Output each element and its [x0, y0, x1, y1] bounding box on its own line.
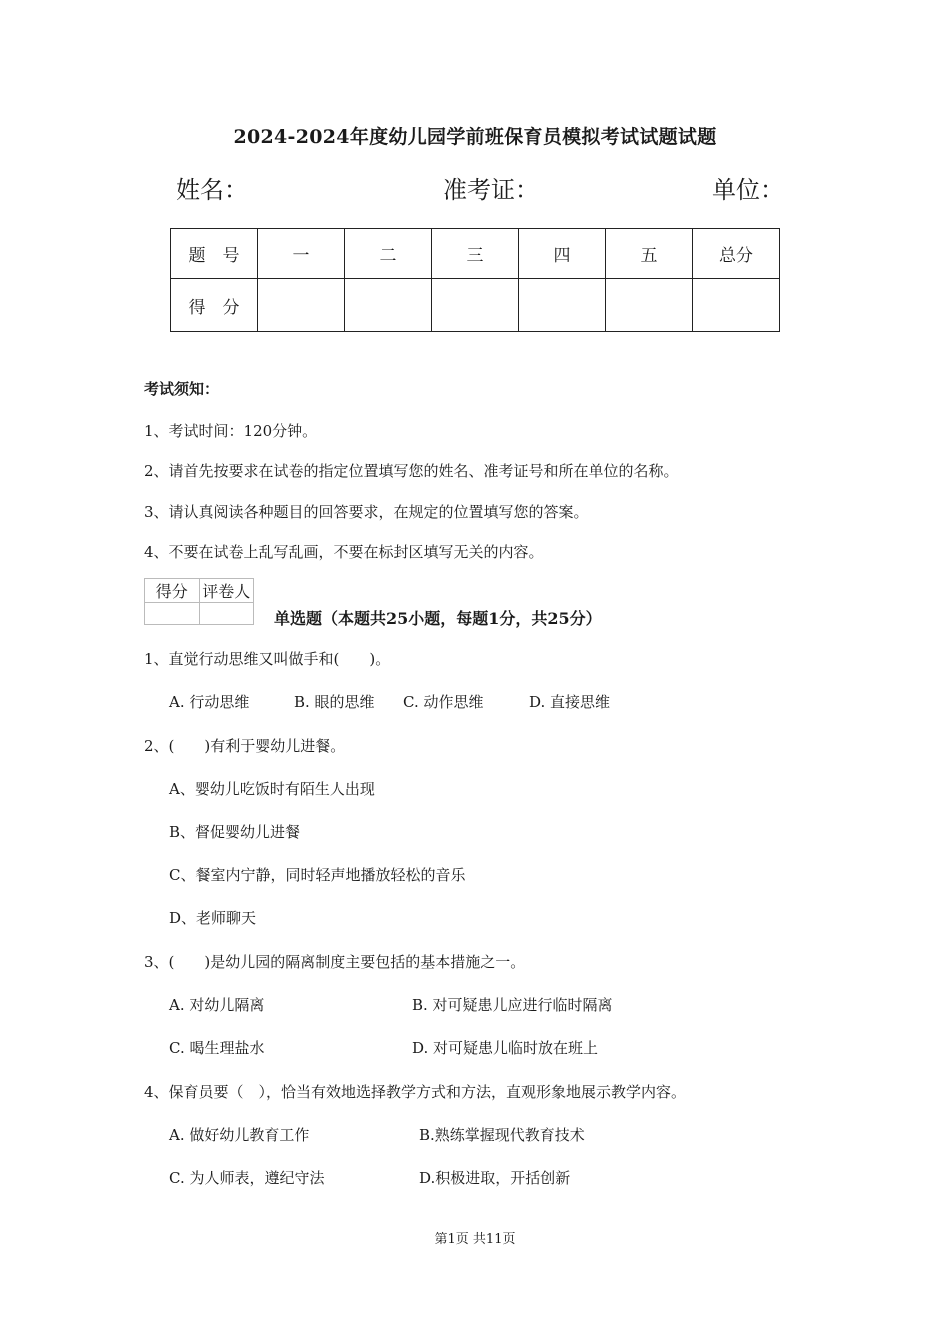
grader-score-label: 得分	[145, 579, 200, 603]
score-table-score-label: 得 分	[171, 279, 258, 332]
page-footer: 第1页 共11页	[434, 1232, 516, 1247]
question-option[interactable]: B、督促婴幼儿进餐	[169, 823, 301, 841]
score-cell[interactable]	[345, 279, 432, 332]
score-table-header-cell: 总分	[693, 229, 780, 279]
question-option[interactable]: D、老师聊天	[169, 909, 257, 927]
score-cell[interactable]	[693, 279, 780, 332]
unit-field-label: 单位：	[712, 176, 784, 204]
score-table-score-row	[171, 279, 780, 332]
question-option[interactable]: D. 直接思维	[529, 693, 611, 711]
question-option[interactable]: C. 喝生理盐水	[169, 1039, 265, 1057]
question-option[interactable]: B. 对可疑患儿应进行临时隔离	[412, 996, 613, 1014]
question-stem: 2、( )有利于婴幼儿进餐。	[144, 737, 346, 755]
note-item: 1、考试时间：120分钟。	[144, 422, 318, 440]
question-option[interactable]: C. 为人师表，遵纪守法	[169, 1169, 325, 1187]
question-option[interactable]: C、餐室内宁静，同时轻声地播放轻松的音乐	[169, 866, 466, 884]
note-item: 4、不要在试卷上乱写乱画，不要在标封区填写无关的内容。	[144, 543, 544, 561]
grader-reviewer-cell[interactable]	[199, 603, 254, 625]
score-table-header-cell: 四	[519, 229, 606, 279]
score-cell[interactable]	[258, 279, 345, 332]
score-cell[interactable]	[606, 279, 693, 332]
score-table-header-cell: 三	[432, 229, 519, 279]
notes-title: 考试须知：	[144, 380, 220, 398]
score-table-header-row	[171, 229, 780, 279]
note-item: 2、请首先按要求在试卷的指定位置填写您的姓名、准考证号和所在单位的名称。	[144, 462, 679, 480]
score-table-header-cell: 二	[345, 229, 432, 279]
question-option[interactable]: A、婴幼儿吃饭时有陌生人出现	[169, 780, 375, 798]
score-table-header-cell: 一	[258, 229, 345, 279]
question-option[interactable]: B. 眼的思维	[294, 693, 375, 711]
score-table	[170, 228, 780, 332]
question-stem: 1、直觉行动思维又叫做手和( )。	[144, 650, 391, 668]
question-option[interactable]: B.熟练掌握现代教育技术	[419, 1126, 585, 1144]
question-option[interactable]: A. 对幼儿隔离	[169, 996, 265, 1014]
question-option[interactable]: A. 做好幼儿教育工作	[169, 1126, 310, 1144]
score-cell[interactable]	[519, 279, 606, 332]
exam-number-field-label: 准考证：	[443, 176, 539, 204]
question-stem: 4、保育员要（ ），恰当有效地选择教学方式和方法，直观形象地展示教学内容。	[144, 1083, 687, 1101]
question-option[interactable]: A. 行动思维	[169, 693, 250, 711]
question-option[interactable]: C. 动作思维	[403, 693, 484, 711]
score-table-header-cell: 五	[606, 229, 693, 279]
question-option[interactable]: D.积极进取，开括创新	[419, 1169, 571, 1187]
note-item: 3、请认真阅读各种题目的回答要求，在规定的位置填写您的答案。	[144, 503, 589, 521]
name-field-label: 姓名：	[176, 176, 248, 204]
score-cell[interactable]	[432, 279, 519, 332]
grader-box	[144, 578, 254, 625]
section-title: 单选题（本题共25小题，每题1分，共25分）	[274, 609, 602, 628]
score-table-header-cell: 题 号	[171, 229, 258, 279]
question-stem: 3、( )是幼儿园的隔离制度主要包括的基本措施之一。	[144, 953, 526, 971]
grader-score-cell[interactable]	[145, 603, 200, 625]
grader-reviewer-label: 评卷人	[199, 579, 254, 603]
question-option[interactable]: D. 对可疑患儿临时放在班上	[412, 1039, 599, 1057]
exam-title: 2024-2024年度幼儿园学前班保育员模拟考试试题试题	[233, 126, 717, 148]
